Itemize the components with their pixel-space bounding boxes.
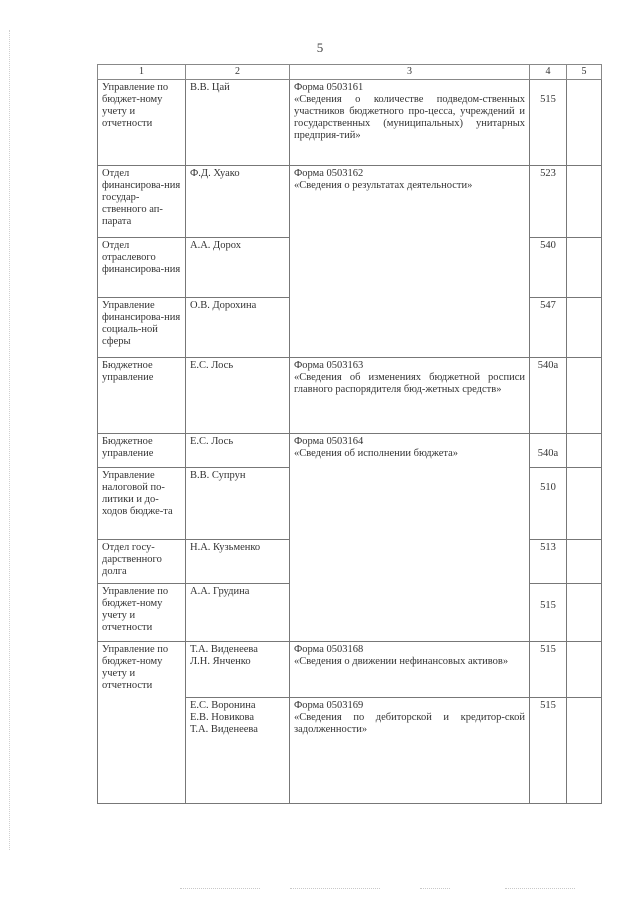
department-cell: Бюджетное управление: [98, 434, 186, 468]
form-number: Форма 0503169: [294, 700, 364, 711]
department-cell: Управление по бюджет-ному учету и отчетности: [98, 80, 186, 166]
column-header: 1: [98, 65, 186, 80]
responsible-person: А.А. Дорох: [190, 240, 241, 251]
code-cell: 515: [530, 642, 567, 698]
responsible-cell: [186, 468, 290, 540]
table-row: [98, 642, 602, 698]
responsible-person: Ф.Д. Хуако: [190, 168, 240, 179]
scan-bottom-dots: [180, 888, 260, 889]
extra-cell: [567, 468, 602, 540]
table-row: [98, 166, 602, 238]
form-number: Форма 0503163: [294, 360, 364, 371]
department-cell: Отдел госу-дарственного долга: [98, 540, 186, 584]
responsible-person: Т.А. Виденеева: [190, 724, 258, 735]
responsible-cell: [186, 238, 290, 298]
responsible-person: В.В. Цай: [190, 82, 230, 93]
code-cell: 540: [530, 238, 567, 298]
department-cell: Отдел отраслевого финансирова-ния: [98, 238, 186, 298]
extra-cell: [567, 698, 602, 804]
code-cell: [530, 80, 567, 166]
responsible-person: Т.А. Виденеева: [190, 644, 258, 655]
form-cell: [290, 434, 530, 642]
code-cell: [530, 468, 567, 540]
extra-cell: [567, 540, 602, 584]
responsible-cell: [186, 698, 290, 804]
form-number: Форма 0503161: [294, 82, 364, 93]
responsible-cell: [186, 358, 290, 434]
department-cell: Бюджетное управление: [98, 358, 186, 434]
extra-cell: [567, 642, 602, 698]
extra-cell: [567, 434, 602, 468]
responsible-person: Н.А. Кузьменко: [190, 542, 261, 553]
department-cell: Отдел финансирова-ния государ-ственного ап-парата: [98, 166, 186, 238]
form-description: «Сведения о результатах деятельности»: [294, 180, 473, 191]
scan-bottom-dots: [505, 888, 575, 889]
form-number: Форма 0503168: [294, 644, 364, 655]
column-header: 5: [567, 65, 602, 80]
column-header: 2: [186, 65, 290, 80]
form-cell: [290, 642, 530, 698]
table-row: [98, 434, 602, 468]
responsible-cell: [186, 80, 290, 166]
responsible-person: А.А. Грудина: [190, 586, 250, 597]
extra-cell: [567, 584, 602, 642]
responsible-person: Е.С. Лось: [190, 436, 234, 447]
department-cell: Управление по бюджет-ному учету и отчетности: [98, 584, 186, 642]
extra-cell: [567, 80, 602, 166]
page-number: 5: [316, 40, 324, 55]
responsible-cell: [186, 642, 290, 698]
code-value: 515: [540, 600, 556, 611]
form-description: «Сведения об изменениях бюджетной росписи главного распорядителя бюд-жетных средств»: [294, 372, 525, 395]
responsible-person: О.В. Дорохина: [190, 300, 257, 311]
table-header-row: [98, 65, 602, 80]
code-value: 515: [540, 94, 556, 105]
table-row: [98, 80, 602, 166]
extra-cell: [567, 166, 602, 238]
form-cell: [290, 80, 530, 166]
responsible-cell: [186, 166, 290, 238]
form-number: Форма 0503162: [294, 168, 364, 179]
code-cell: [530, 584, 567, 642]
department-cell: Управление по бюджет-ному учету и отчетности: [98, 642, 186, 804]
code-cell: 513: [530, 540, 567, 584]
responsible-person: Л.Н. Янченко: [190, 656, 251, 667]
extra-cell: [567, 298, 602, 358]
responsible-cell: [186, 434, 290, 468]
department-cell: Управление финансирова-ния социаль-ной сферы: [98, 298, 186, 358]
code-value: 540а: [537, 448, 559, 459]
form-number: Форма 0503164: [294, 436, 364, 447]
scan-edge-dots: [9, 30, 10, 850]
column-header: 3: [290, 65, 530, 80]
scan-bottom-dots: [290, 888, 380, 889]
reporting-table: [97, 64, 602, 804]
form-cell: [290, 166, 530, 358]
responsible-cell: [186, 540, 290, 584]
code-cell: 515: [530, 698, 567, 804]
code-cell: [530, 434, 567, 468]
responsible-person: Е.С. Лось: [190, 360, 234, 371]
form-cell: [290, 358, 530, 434]
department-cell: Управление налоговой по-литики и до-ходов бюдже-та: [98, 468, 186, 540]
responsible-person: Е.С. Воронина: [190, 700, 256, 711]
responsible-cell: [186, 298, 290, 358]
responsible-person: В.В. Супрун: [190, 470, 246, 481]
extra-cell: [567, 238, 602, 298]
scan-bottom-dots: [420, 888, 450, 889]
form-description: «Сведения о количестве подведом-ственных участников бюджетного про-цесса, учреждений и государственных (муниципальных) унитарных предприя-тий»: [294, 94, 525, 141]
code-cell: 547: [530, 298, 567, 358]
form-cell: [290, 698, 530, 804]
form-description: «Сведения о движении нефинансовых активов»: [294, 656, 509, 667]
extra-cell: [567, 358, 602, 434]
code-value: 510: [540, 482, 556, 493]
table-row: [98, 358, 602, 434]
column-header: 4: [530, 65, 567, 80]
form-description: «Сведения по дебиторской и кредитор-ской задолженности»: [294, 712, 525, 735]
code-cell: 523: [530, 166, 567, 238]
form-description: «Сведения об исполнении бюджета»: [294, 448, 458, 459]
responsible-cell: [186, 584, 290, 642]
code-cell: 540а: [530, 358, 567, 434]
responsible-person: Е.В. Новикова: [190, 712, 254, 723]
